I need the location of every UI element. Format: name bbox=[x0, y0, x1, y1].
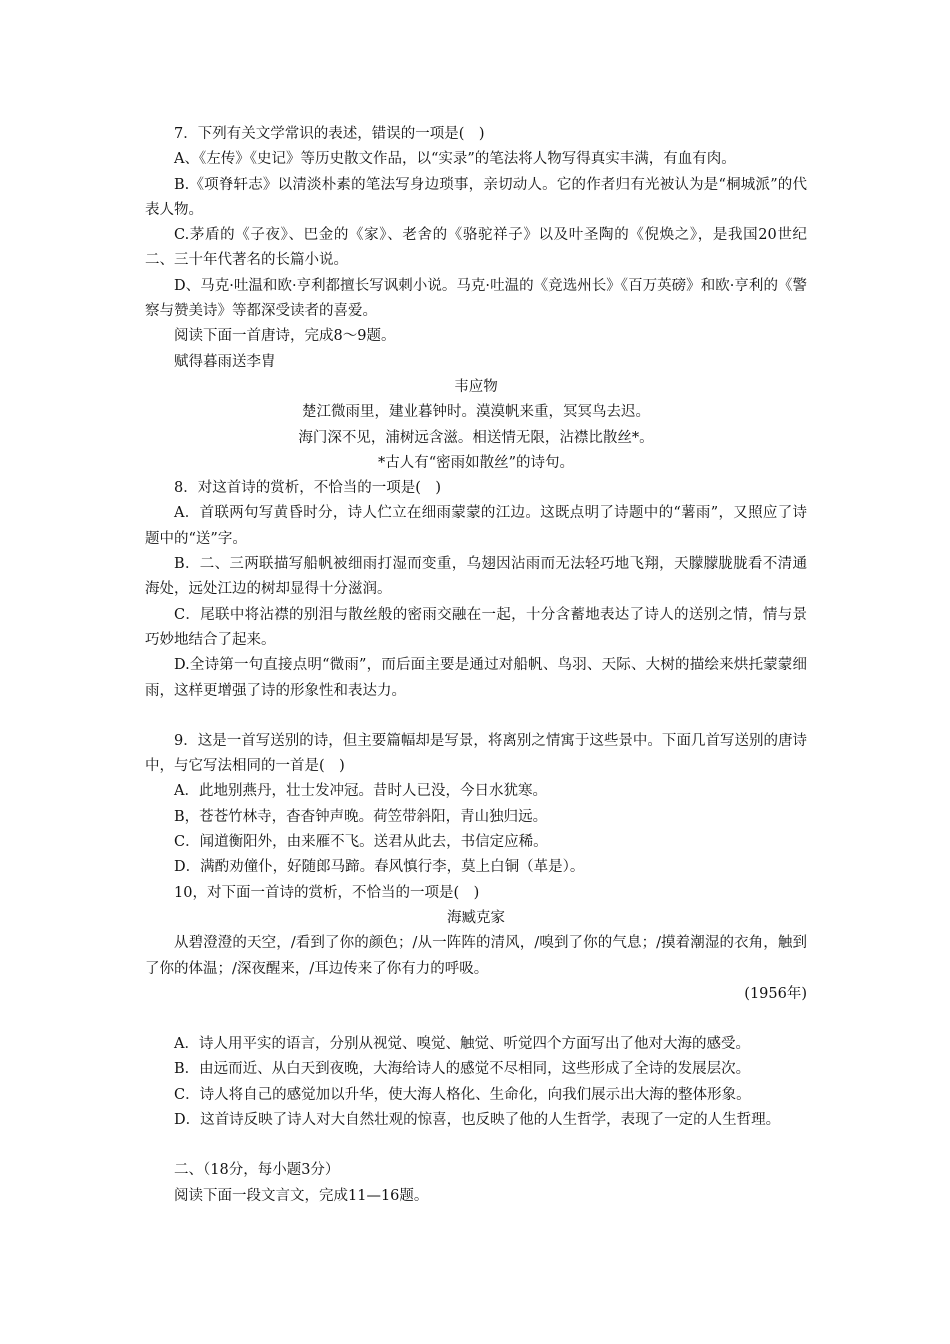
poem1-note: *古人有“密雨如散丝”的诗句。 bbox=[377, 454, 575, 471]
q8-stem: 8．对这首诗的赏析，不恰当的一项是( ) bbox=[174, 480, 442, 497]
q10-stem: 10，对下面一首诗的赏析，不恰当的一项是( ) bbox=[174, 884, 480, 901]
q10-poem-title: 海臧克家 bbox=[447, 909, 505, 926]
q8-option-a: A．首联两句写黄昏时分，诗人伫立在细雨蒙蒙的江边。这既点明了诗题中的“薯雨”，又照应了诗题中的“送”字。 bbox=[145, 505, 807, 547]
poem1-author: 韦应物 bbox=[454, 378, 498, 395]
q8-option-d: D.全诗第一句直接点明“微雨”，而后面主要是通过对船帆、鸟羽、天际、大树的描绘来烘托蒙蒙细雨，这样更增强了诗的形象性和表达力。 bbox=[145, 657, 807, 699]
q8-option-b: B．二、三两联描写船帆被细雨打湿而变重，乌翅因沾雨而无法轻巧地飞翔，天朦朦胧胧看不清通海处，远处江边的树却显得十分滋润。 bbox=[145, 556, 807, 598]
q10-option-a: A．诗人用平实的语言，分别从视觉、嗅觉、触觉、听觉四个方面写出了他对大海的感受。 bbox=[174, 1036, 750, 1053]
spacer bbox=[145, 1007, 807, 1032]
q7-option-b: B.《项脊轩志》以清淡朴素的笔法写身边琐事，亲切动人。它的作者归有光被认为是“桐城派”的代表人物。 bbox=[145, 176, 807, 218]
q7-option-c: C.茅盾的《子夜》、巴金的《家》、老舍的《骆驼祥子》以及叶圣陶的《倪焕之》，是我国20世纪二、三十年代著名的长篇小说。 bbox=[145, 227, 807, 269]
poem1-intro: 阅读下面一首唐诗，完成8～9题。 bbox=[174, 328, 396, 345]
q9-option-c: C．闻道衡阳外，由来雁不飞。送君从此去，书信定应稀。 bbox=[174, 834, 548, 851]
section2-intro: 阅读下面一段文言文，完成11—16题。 bbox=[174, 1187, 429, 1204]
q10-poem-body: 从碧澄澄的天空，/看到了你的颜色；/从一阵阵的清风，/嗅到了你的气息；/摸着潮湿的衣角，触到了你的体温；/深夜醒来，/耳边传来了你有力的呼吸。 bbox=[145, 935, 807, 977]
q10-option-c: C．诗人将自己的感觉加以升华，使大海人格化、生命化，向我们展示出大海的整体形象。 bbox=[174, 1086, 751, 1103]
q9-option-d: D．满酌劝僮仆，好随郎马蹄。春风慎行李，莫上白铜（革是）。 bbox=[174, 859, 585, 876]
q7-option-d: D、马克·吐温和欧·亨利都擅长写讽刺小说。马克·吐温的《竞选州长》《百万英磅》和欧·亨利的《警察与赞美诗》等都深受读者的喜爱。 bbox=[145, 277, 807, 320]
poem1-line-1: 楚江微雨里，建业暮钟时。漠漠帆来重，冥冥鸟去迟。 bbox=[302, 404, 650, 421]
exam-page bbox=[145, 122, 807, 1209]
q7-option-a: A、《左传》《史记》等历史散文作品，以“实录”的笔法将人物写得真实丰满，有血有肉。 bbox=[174, 151, 736, 168]
poem1-line-2: 海门深不见，浦树远含滋。相送情无限，沾襟比散丝*。 bbox=[298, 429, 654, 446]
q9-stem: 9．这是一首写送别的诗，但主要篇幅却是写景，将离别之情寓于这些景中。下面几首写送别的唐诗中，与它写法相同的一首是( ) bbox=[145, 732, 807, 775]
q9-option-b: B，苍苍竹林寺，杳杳钟声晚。荷笠带斜阳，青山独归远。 bbox=[174, 808, 548, 825]
q8-option-c: C．尾联中将沾襟的别泪与散丝般的密雨交融在一起，十分含蓄地表达了诗人的送别之情，情与景巧妙地结合了起来。 bbox=[145, 606, 807, 648]
q10-option-d: D．这首诗反映了诗人对大自然壮观的惊喜，也反映了他的人生哲学，表现了一定的人生哲理。 bbox=[174, 1111, 781, 1128]
q10-option-b: B．由远而近、从白天到夜晚，大海给诗人的感觉不尽相同，这些形成了全诗的发展层次。 bbox=[174, 1061, 751, 1078]
section2-heading: 二、（18分，每小题3分） bbox=[174, 1162, 340, 1179]
spacer bbox=[145, 1133, 807, 1158]
q7-stem: 7．下列有关文学常识的表述，错误的一项是( ) bbox=[174, 126, 485, 142]
poem1-title: 赋得暮雨送李胄 bbox=[174, 353, 276, 370]
q10-poem-date: (1956年) bbox=[744, 985, 807, 1002]
spacer bbox=[145, 704, 807, 729]
q9-option-a: A．此地别燕丹，壮士发冲冠。昔时人已没，今日水犹寒。 bbox=[174, 783, 547, 800]
